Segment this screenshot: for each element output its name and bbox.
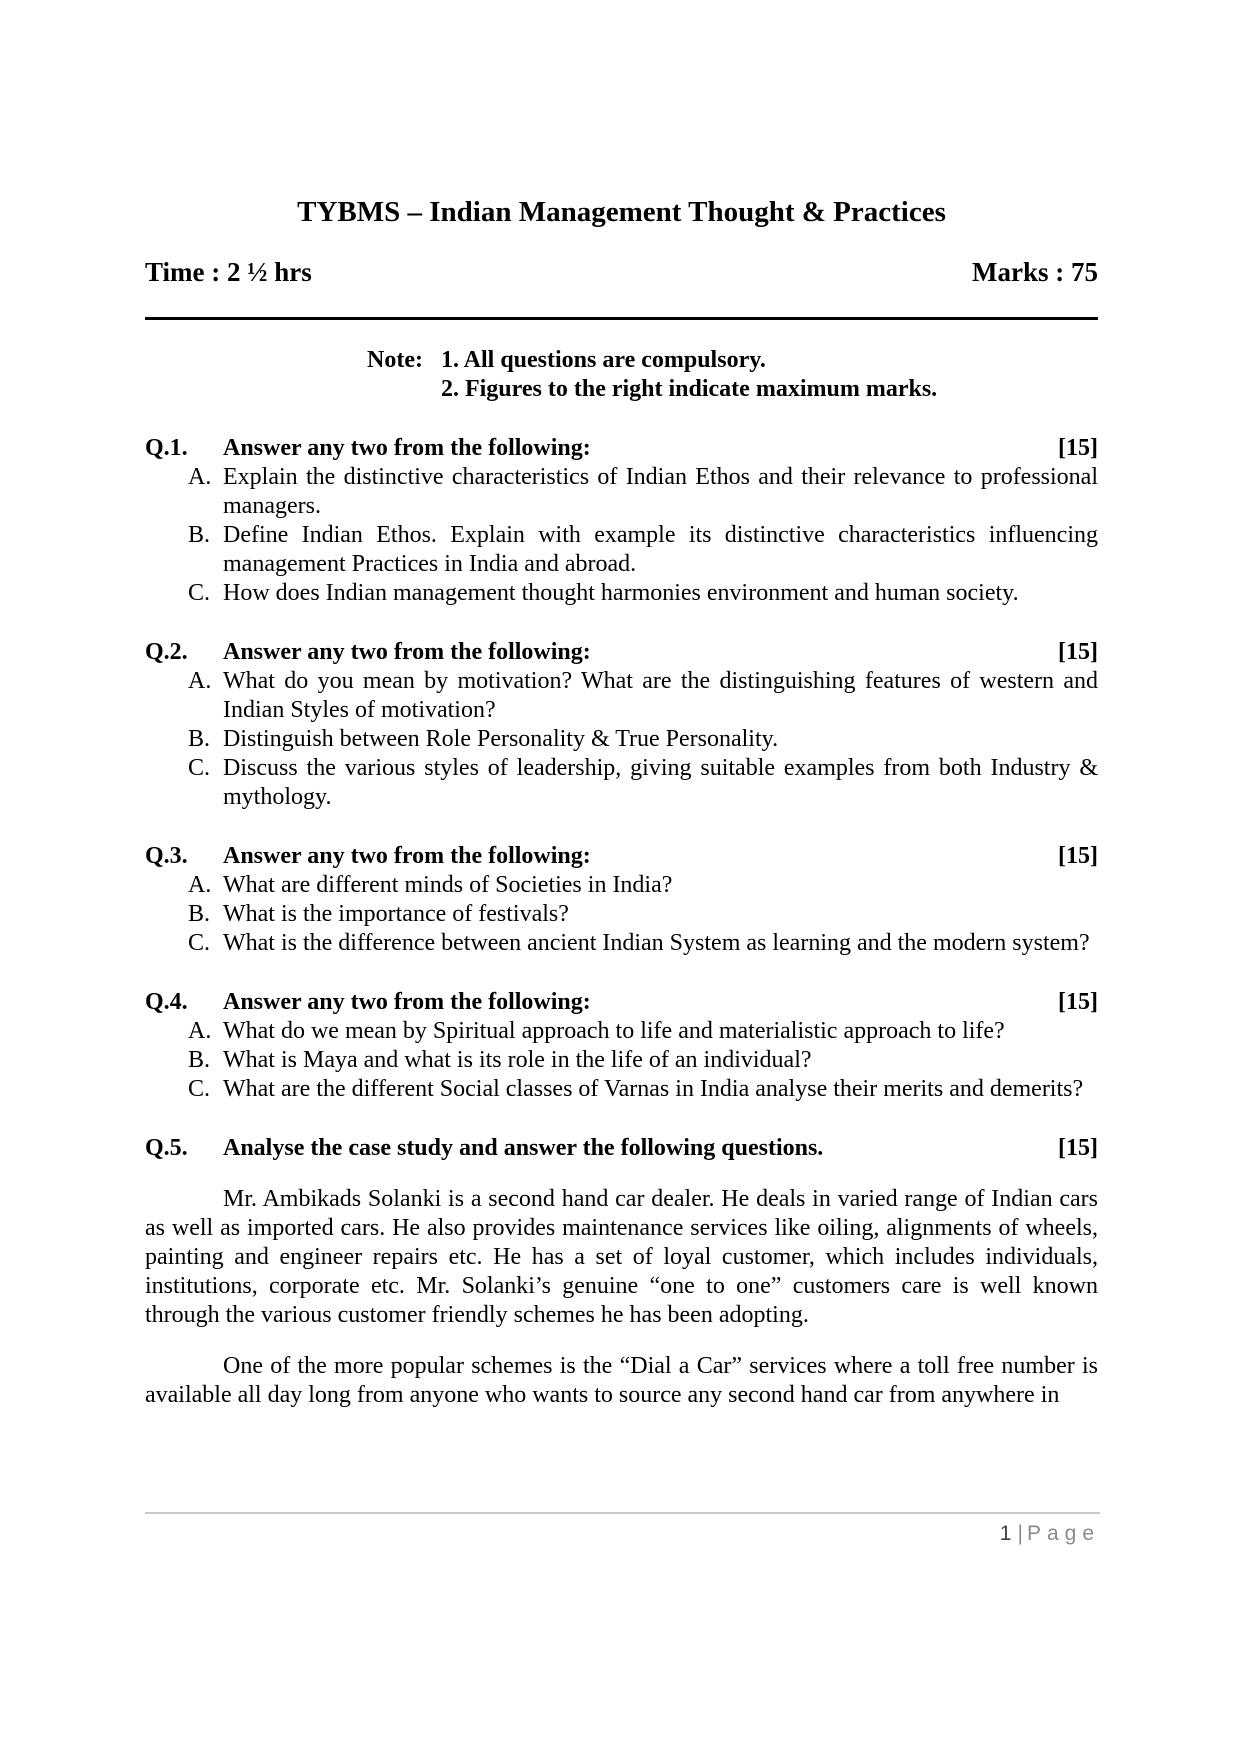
option-letter: B.	[188, 522, 211, 549]
option-text: Explain the distinctive characteristics of Indian Ethos and their relevance to professional managers.	[223, 464, 1098, 520]
option-text: What is Maya and what is its role in the life of an individual?	[223, 1047, 812, 1074]
footer-page-label: Page	[1026, 1522, 1100, 1545]
option-item	[188, 1075, 1098, 1104]
option-text: How does Indian management thought harmonies environment and human society.	[223, 580, 1019, 607]
option-item	[188, 929, 1098, 958]
footer-divider	[145, 1512, 1100, 1514]
option-item	[188, 754, 1098, 812]
question-2-heading-row	[145, 638, 1098, 667]
option-item	[188, 900, 1098, 929]
note-item-1: 1. All questions are compulsory.	[440, 347, 766, 374]
question-number: Q.4.	[145, 989, 188, 1016]
option-item	[188, 521, 1098, 579]
option-text: What is the importance of festivals?	[223, 901, 569, 928]
option-text: What do you mean by motivation? What are the distinguishing features of western and Indian Styles of motivation?	[223, 668, 1098, 724]
question-number: Q.1.	[145, 435, 188, 462]
question-3-heading-row	[145, 842, 1098, 871]
question-4-heading-row	[145, 988, 1098, 1017]
option-item	[188, 1046, 1098, 1075]
option-item	[188, 667, 1098, 725]
question-number: Q.3.	[145, 843, 188, 870]
option-text: Distinguish between Role Personality & True Personality.	[223, 726, 779, 753]
question-heading: Answer any two from the following:	[223, 639, 591, 666]
header-divider	[145, 317, 1098, 320]
question-3	[145, 842, 1098, 958]
option-text: Define Indian Ethos. Explain with example its distinctive characteristics influencing management Practices in India and abroad.	[223, 522, 1098, 578]
question-marks: [15]	[1058, 639, 1098, 666]
question-1-heading-row	[145, 434, 1098, 463]
option-text: What is the difference between ancient Indian System as learning and the modern system?	[223, 930, 1090, 957]
question-marks: [15]	[1058, 435, 1098, 462]
page-title: TYBMS – Indian Management Thought & Practices	[297, 196, 946, 228]
question-number: Q.5.	[145, 1135, 188, 1162]
option-letter: C.	[188, 1076, 211, 1103]
option-text: What do we mean by Spiritual approach to life and materialistic approach to life?	[223, 1018, 1005, 1045]
case-study-paragraph-2: One of the more popular schemes is the “Dial a Car” services where a toll free number is available all day long from anyone who wants to source any second hand car from anywhere in	[145, 1353, 1098, 1409]
option-letter: C.	[188, 580, 211, 607]
header-meta	[145, 257, 1098, 288]
option-letter: C.	[188, 755, 211, 782]
case-study-paragraph-1: Mr. Ambikads Solanki is a second hand car dealer. He deals in varied range of Indian cars as well as imported cars. He also provides maintenance services like oiling, alignments of wheels, painting and engineer repairs etc. He has a set of loyal customer, which includes individuals, institutions, corporate etc. Mr. Solanki’s genuine “one to one” customers care is well known through the various customer friendly schemes he has been adopting.	[145, 1186, 1098, 1329]
option-letter: A.	[188, 872, 212, 899]
footer-separator: |	[1017, 1522, 1023, 1545]
question-5	[145, 1134, 1098, 1163]
page-number: 1	[999, 1522, 1014, 1545]
question-heading: Analyse the case study and answer the following questions.	[223, 1135, 824, 1162]
question-2	[145, 638, 1098, 812]
option-letter: B.	[188, 901, 211, 928]
question-1	[145, 434, 1098, 608]
question-4	[145, 988, 1098, 1104]
option-letter: C.	[188, 930, 211, 957]
option-text: What are the different Social classes of Varnas in India analyse their merits and demerits?	[223, 1076, 1084, 1103]
option-item	[188, 725, 1098, 754]
question-number: Q.2.	[145, 639, 188, 666]
question-heading: Answer any two from the following:	[223, 989, 591, 1016]
time-label: Time : 2 ½ hrs	[145, 257, 312, 288]
note-label: Note:	[367, 347, 423, 374]
case-study	[145, 1185, 1098, 1410]
question-4-options	[188, 1017, 1098, 1104]
option-letter: A.	[188, 464, 212, 491]
option-item	[188, 463, 1098, 521]
option-text: What are different minds of Societies in India?	[223, 872, 673, 899]
option-item	[188, 871, 1098, 900]
option-letter: A.	[188, 1018, 212, 1045]
question-marks: [15]	[1058, 989, 1098, 1016]
question-marks: [15]	[1058, 1135, 1098, 1162]
note-block	[367, 346, 1098, 404]
option-text: Discuss the various styles of leadership, giving suitable examples from both Industry & mythology.	[223, 755, 1098, 811]
option-item	[188, 579, 1098, 608]
question-1-options	[188, 463, 1098, 608]
marks-label: Marks : 75	[972, 257, 1098, 288]
question-heading: Answer any two from the following:	[223, 843, 591, 870]
question-3-options	[188, 871, 1098, 958]
option-letter: B.	[188, 726, 211, 753]
note-item-2: 2. Figures to the right indicate maximum marks.	[440, 376, 938, 403]
option-letter: B.	[188, 1047, 211, 1074]
question-2-options	[188, 667, 1098, 812]
note-items	[441, 346, 937, 404]
page-footer	[145, 1512, 1100, 1546]
footer-page-indicator	[145, 1522, 1100, 1546]
question-heading: Answer any two from the following:	[223, 435, 591, 462]
option-item	[188, 1017, 1098, 1046]
question-5-heading-row	[145, 1134, 1098, 1163]
question-marks: [15]	[1058, 843, 1098, 870]
option-letter: A.	[188, 668, 212, 695]
